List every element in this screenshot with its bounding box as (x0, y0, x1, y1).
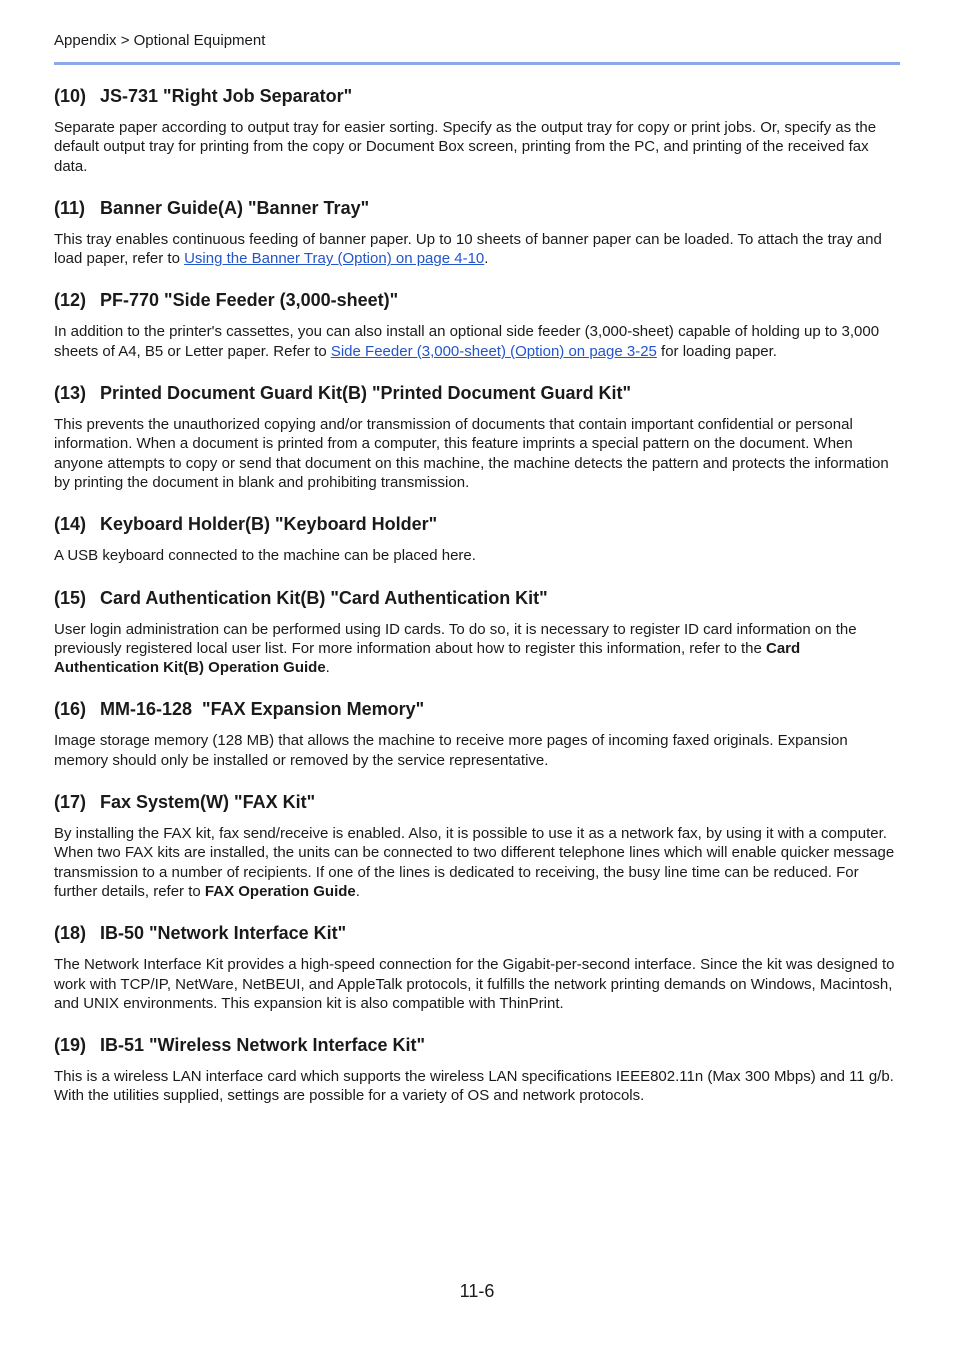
section-title: Printed Document Guard Kit(B) "Printed Document Guard Kit" (100, 383, 632, 404)
section-printed-document-guard-kit (54, 381, 900, 492)
section-number: (13) (54, 383, 87, 404)
section-card-authentication-kit (54, 586, 900, 678)
section-body: This is a wireless LAN interface card which supports the wireless LAN specifications IEEE802.11n (Max 300 Mbps) and 11 g/b. With the utilities supplied, settings are possible for a variety of OS and network protocols. (54, 1068, 894, 1105)
section-heading (54, 1033, 900, 1057)
section-title: IB-51 "Wireless Network Interface Kit" (100, 1035, 426, 1056)
section-heading (54, 381, 900, 405)
guide-reference: Card Authentication Kit(B) Operation Guide (54, 639, 801, 677)
section-heading (54, 697, 900, 721)
section-heading (54, 288, 900, 312)
section-side-feeder (54, 288, 900, 361)
body-text: By installing the FAX kit, fax send/receive is enabled. Also, it is possible to use it as a network fax, by using it with a computer. When two FAX kits are installed, the units can be connected to two different telephone lines which will enable quicker message transmission to a number of recipients. If one of the lines is dedicated to receiving, the busy line time can be reduced. For further details, refer to (54, 825, 895, 900)
optional-equipment-list (54, 84, 900, 1106)
section-heading (54, 790, 900, 814)
section-right-job-separator (54, 84, 900, 176)
breadcrumb: Appendix > Optional Equipment (54, 32, 266, 49)
section-number: (14) (54, 514, 87, 535)
body-text: . (355, 882, 360, 900)
banner-tray-link[interactable]: Using the Banner Tray (Option) on page 4-10 (184, 250, 485, 268)
section-keyboard-holder (54, 512, 900, 565)
section-title: Keyboard Holder(B) "Keyboard Holder" (100, 514, 438, 535)
section-body: The Network Interface Kit provides a high-speed connection for the Gigabit-per-second interface. Since the kit was designed to work with TCP/IP, NetWare, NetBEUI, and AppleTalk protocols, it fulfills the network printing demands on Windows, Macintosh, and UNIX environments. This expansion kit is also compatible with ThinPrint. (54, 956, 895, 1012)
section-number: (18) (54, 923, 87, 944)
body-text: This tray enables continuous feeding of banner paper. Up to 10 sheets of banner paper can be loaded. To attach the tray and load paper, refer to (54, 230, 882, 268)
section-body: Image storage memory (128 MB) that allows the machine to receive more pages of incoming faxed originals. Expansion memory should only be installed or removed by the service representative. (54, 732, 848, 769)
section-body: Separate paper according to output tray for easier sorting. Specify as the output tray for copy or print jobs. Or, specify as the default output tray for printing from the copy or Document Box screen, printing from the PC, and printing of the received fax data. (54, 119, 877, 175)
section-wireless-network-interface-kit (54, 1033, 900, 1106)
section-body (54, 824, 900, 901)
body-text: for loading paper. (656, 342, 777, 360)
section-number: (19) (54, 1035, 87, 1056)
section-fax-kit (54, 790, 900, 901)
section-title: Fax System(W) "FAX Kit" (100, 792, 316, 813)
section-heading (54, 84, 900, 108)
section-number: (17) (54, 792, 87, 813)
body-text: User login administration can be performed using ID cards. To do so, it is necessary to register ID card information on the previously registered local user list. For more information about how to register this information, refer to the (54, 620, 857, 657)
section-number: (15) (54, 587, 87, 608)
section-body (54, 322, 900, 361)
section-title: Card Authentication Kit(B) "Card Authentication Kit" (100, 587, 548, 608)
section-heading (54, 921, 900, 945)
section-number: (12) (54, 290, 87, 311)
section-body: A USB keyboard connected to the machine can be placed here. (54, 547, 476, 565)
section-title: MM-16-128 "FAX Expansion Memory" (100, 699, 425, 720)
section-title: Banner Guide(A) "Banner Tray" (100, 197, 370, 218)
guide-reference: FAX Operation Guide (204, 882, 356, 900)
section-heading (54, 586, 900, 610)
section-number: (11) (54, 197, 86, 218)
section-number: (16) (54, 699, 87, 720)
body-text: . (484, 250, 489, 268)
side-feeder-link[interactable]: Side Feeder (3,000-sheet) (Option) on page 3-25 (330, 342, 657, 360)
body-text: In addition to the printer's cassettes, you can also install an optional side feeder (3,000-sheet) capable of holding up to 3,000 sheets of A4, B5 or Letter paper. Refer to (54, 323, 880, 360)
section-banner-tray (54, 196, 900, 269)
header-divider (54, 62, 900, 65)
section-number: (10) (54, 86, 87, 106)
section-title: IB-50 "Network Interface Kit" (100, 923, 347, 944)
section-body: This prevents the unauthorized copying and/or transmission of documents that contain important confidential or personal information. When a document is printed from a computer, this feature imprints a special pattern on the document. When anyone attempts to copy or send that document on this machine, the machine detects the pattern and protects the information by printing the document in blank and prohibiting transmission. (54, 416, 889, 491)
section-body (54, 230, 900, 269)
page-number: 11-6 (459, 1281, 495, 1301)
section-title: PF-770 "Side Feeder (3,000-sheet)" (100, 290, 399, 311)
section-fax-expansion-memory (54, 697, 900, 770)
section-heading (54, 196, 900, 220)
section-title: JS-731 "Right Job Separator" (100, 86, 353, 106)
section-network-interface-kit (54, 921, 900, 1013)
section-body (54, 620, 900, 678)
body-text: . (325, 659, 330, 677)
section-heading (54, 512, 900, 536)
